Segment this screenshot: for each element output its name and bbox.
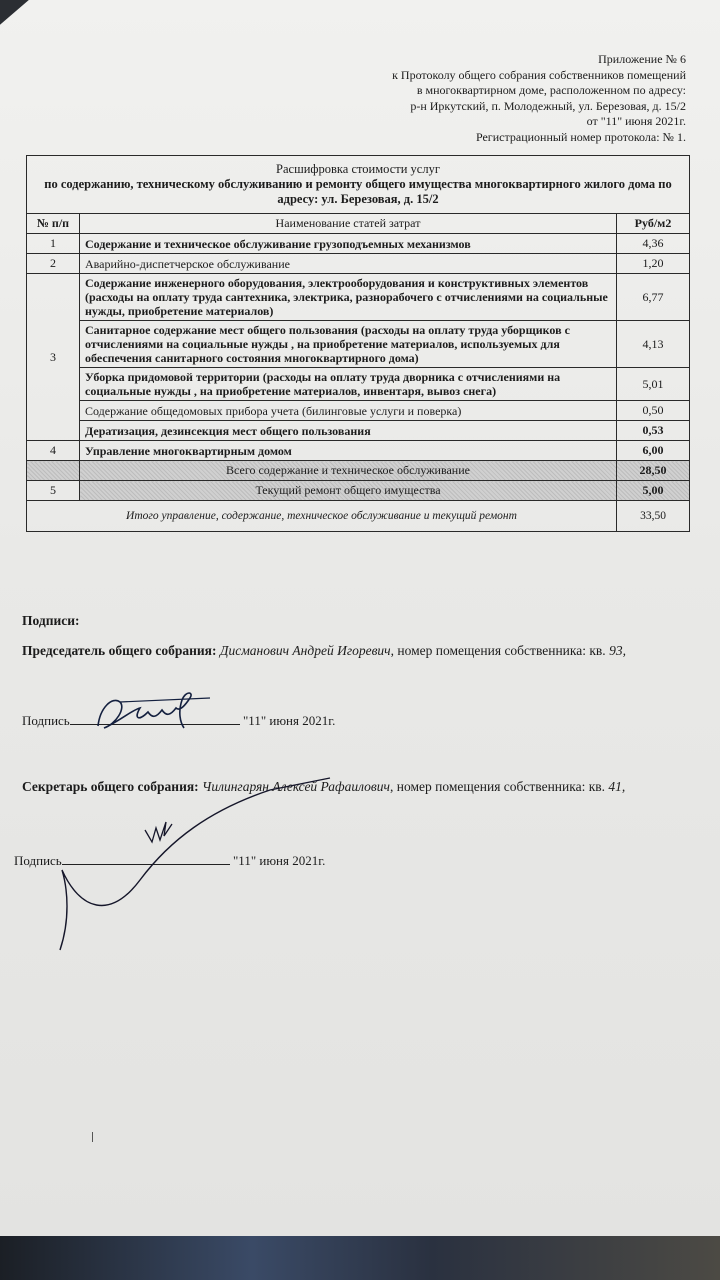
desk-background	[0, 1236, 720, 1280]
row-name: Содержание и техническое обслуживание грузоподъемных механизмов	[80, 234, 617, 254]
column-header-rate: Руб/м2	[617, 214, 690, 234]
row-number: 3	[27, 274, 80, 441]
header-line: в многоквартирном доме, расположенном по адресу:	[416, 83, 686, 97]
header-line: Приложение № 6	[598, 52, 686, 66]
table-title: Расшифровка стоимости услуг	[276, 162, 440, 176]
table-row	[27, 401, 690, 421]
table-row	[27, 421, 690, 441]
table-row	[27, 321, 690, 368]
table-subtitle: по содержанию, техническому обслуживанию и ремонту общего имущества многоквартирного жилого дома по адресу: ул. Березовая, д. 15/2	[44, 177, 672, 206]
row-value: 6,77	[617, 274, 690, 321]
row-number: 1	[27, 234, 80, 254]
chair-signature	[90, 688, 220, 738]
sign-date: "11" июня 2021г.	[243, 713, 336, 728]
secretary-apartment: 41,	[608, 779, 626, 794]
total-label: Итого управление, содержание, техническое обслуживание и текущий ремонт	[27, 501, 617, 532]
repair-row	[27, 481, 690, 501]
repair-value: 5,00	[617, 481, 690, 501]
chair-line	[22, 642, 702, 660]
header-line: к Протоколу общего собрания собственников помещений	[392, 67, 686, 82]
chair-role: Председатель общего собрания:	[22, 643, 217, 658]
secretary-name: Чилингарян Алексей Рафаилович	[202, 779, 390, 794]
table-row	[27, 368, 690, 401]
row-value: 0,50	[617, 401, 690, 421]
chair-apartment: 93,	[609, 643, 626, 658]
row-number: 5	[27, 481, 80, 501]
table-row	[27, 254, 690, 274]
subtotal-row	[27, 461, 690, 481]
row-name: Содержание общедомовых прибора учета (билинговые услуги и поверка)	[80, 401, 617, 421]
chair-name: Дисманович Андрей Игоревич	[219, 643, 391, 658]
table-title-cell	[27, 156, 690, 214]
row-value: 1,20	[617, 254, 690, 274]
secretary-suffix: , номер помещения собственника: кв.	[389, 779, 606, 794]
sign-date: "11" июня 2021г.	[233, 853, 326, 868]
total-row	[27, 501, 690, 532]
row-name: Аварийно-диспетчерское обслуживание	[80, 254, 617, 274]
row-name: Управление многоквартирным домом	[80, 441, 617, 461]
chair-suffix: , номер помещения собственника: кв.	[390, 643, 606, 658]
table-row	[27, 441, 690, 461]
secretary-role: Секретарь общего собрания:	[22, 779, 199, 794]
appendix-header	[256, 52, 686, 145]
header-line: Регистрационный номер протокола: № 1.	[475, 129, 686, 144]
signatures-heading: Подписи:	[22, 613, 80, 628]
sign-label: Подпись	[22, 713, 70, 728]
row-name: Уборка придомовой территории (расходы на оплату труда дворника с отчислениями на социальные нужды , на приобретение материалов, инвентаря, вывоз снега)	[80, 368, 617, 401]
repair-label: Текущий ремонт общего имущества	[80, 481, 617, 501]
row-name: Содержание инженерного оборудования, электрооборудования и конструктивных элементов (расходы на оплату труда сантехника, электрика, разнорабочего с отчислениями на социальные нужды, приобретение материалов)	[80, 274, 617, 321]
header-line: р-н Иркутский, п. Молодежный, ул. Березовая, д. 15/2	[410, 98, 686, 113]
subtotal-label: Всего содержание и техническое обслуживание	[80, 461, 617, 481]
pen-mark	[92, 1132, 93, 1142]
row-value: 4,13	[617, 321, 690, 368]
row-value: 4,36	[617, 234, 690, 254]
header-line: от "11" июня 2021г.	[586, 114, 686, 128]
row-number: 4	[27, 441, 80, 461]
sign-label: Подпись	[14, 853, 62, 868]
table-row	[27, 234, 690, 254]
column-header-name: Наименование статей затрат	[80, 214, 617, 234]
total-value: 33,50	[617, 501, 690, 532]
row-name: Дератизация, дезинсекция мест общего пользования	[80, 421, 617, 441]
subtotal-value: 28,50	[617, 461, 690, 481]
row-value: 0,53	[617, 421, 690, 441]
row-number: 2	[27, 254, 80, 274]
row-name: Санитарное содержание мест общего пользования (расходы на оплату труда уборщиков с отчислениями на социальные нужды , на приобретение материалов, используемых для обеспечения санитарного состояния многоквартирного дома)	[80, 321, 617, 368]
table-row	[27, 274, 690, 321]
secretary-signature	[40, 770, 340, 960]
row-value: 6,00	[617, 441, 690, 461]
cost-table	[26, 155, 690, 532]
column-header-number: № п/п	[27, 214, 80, 234]
row-value: 5,01	[617, 368, 690, 401]
